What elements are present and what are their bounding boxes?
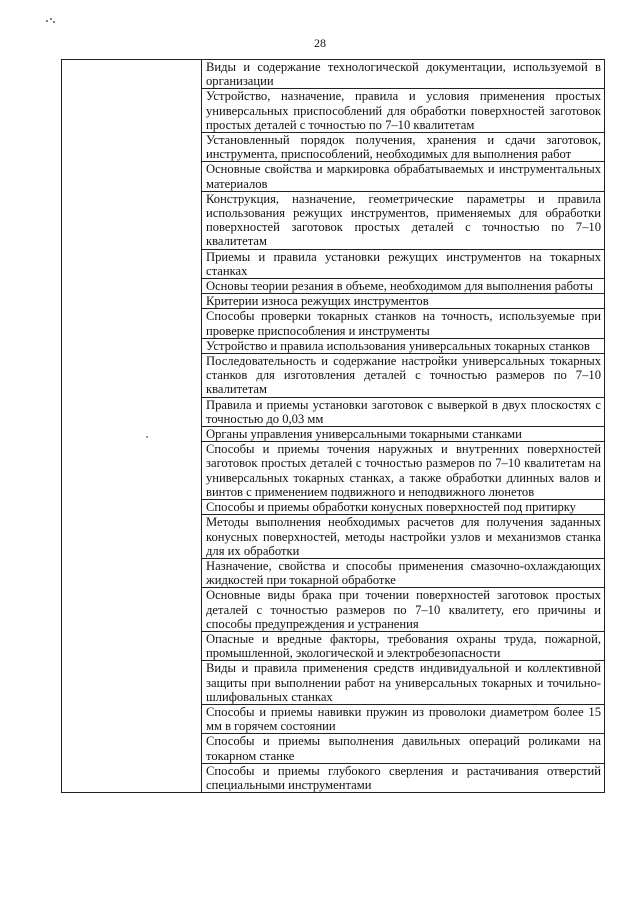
scan-artifact-mark [46,18,56,24]
requirement-text-cell: Установленный порядок получения, хранения и сдачи заготовок, инструмента, приспособлений, необходимых для выполнения работ [202,133,605,162]
requirement-text-cell: Виды и правила применения средств индивидуальной и коллективной защиты при выполнении работ на универсальных токарных и точильно-шлифовальных станках [202,661,605,705]
requirement-text-cell: Основные свойства и маркировка обрабатываемых и инструментальных материалов [202,162,605,191]
requirement-text-cell: Опасные и вредные факторы, требования охраны труда, пожарной, промышленной, экологической и электробезопасности [202,631,605,660]
requirement-text-cell: Способы и приемы обработки конусных поверхностей под притирку [202,500,605,515]
table-row [62,60,605,89]
requirement-text-cell: Назначение, свойства и способы применения смазочно-охлаждающих жидкостей при токарной обработке [202,558,605,587]
requirement-text-cell: Правила и приемы установки заготовок с выверкой в двух плоскостях с точностью до 0,03 мм [202,397,605,426]
requirement-text-cell: Приемы и правила установки режущих инструментов на токарных станках [202,249,605,278]
requirement-text-cell: Виды и содержание технологической документации, используемой в организации [202,60,605,89]
requirement-text-cell: Способы проверки токарных станков на точность, используемые при проверке приспособления и инструменты [202,309,605,338]
requirement-text-cell: Основы теории резания в объеме, необходимом для выполнения работы [202,279,605,294]
requirement-text-cell: Методы выполнения необходимых расчетов для получения заданных конусных поверхностей, методы настройки узлов и механизмов станка для их обработки [202,515,605,559]
requirement-text-cell: Органы управления универсальными токарными станками [202,427,605,442]
requirement-text-cell: Критерии износа режущих инструментов [202,294,605,309]
table-left-empty-cell [62,60,202,793]
requirement-text-cell: Способы и приемы глубокого сверления и растачивания отверстий специальными инструментами [202,763,605,792]
requirement-text-cell: Основные виды брака при точении поверхностей заготовок простых деталей с точностью размеров по 7–10 квалитету, его причины и способы предупреждения и устранения [202,588,605,632]
requirement-text-cell: Устройство и правила использования универсальных токарных станков [202,338,605,353]
table-body [62,60,605,793]
requirement-text-cell: Последовательность и содержание настройки универсальных токарных станков для изготовления деталей с точностью размеров по 7–10 квалитетам [202,354,605,398]
requirement-text-cell: Устройство, назначение, правила и условия применения простых универсальных приспособлений для обработки поверхностей заготовок простых деталей с точностью по 7–10 квалитетам [202,89,605,133]
knowledge-requirements-table [61,59,605,793]
page-number: 28 [314,36,326,50]
requirement-text-cell: Способы и приемы точения наружных и внутренних поверхностей заготовок простых деталей с точностью размеров по 7–10 квалитетам на универсальных токарных станках, а также обработки длинных валов и винтов с применением подвижного и неподвижного люнетов [202,442,605,500]
requirement-text-cell: Способы и приемы навивки пружин из проволоки диаметром более 15 мм в горячем состоянии [202,704,605,733]
requirement-text-cell: Способы и приемы выполнения давильных операций роликами на токарном станке [202,734,605,763]
requirement-text-cell: Конструкция, назначение, геометрические параметры и правила использования режущих инструментов, применяемых для обработки поверхностей заготовок простых деталей с точностью по 7–10 квалитетам [202,191,605,249]
